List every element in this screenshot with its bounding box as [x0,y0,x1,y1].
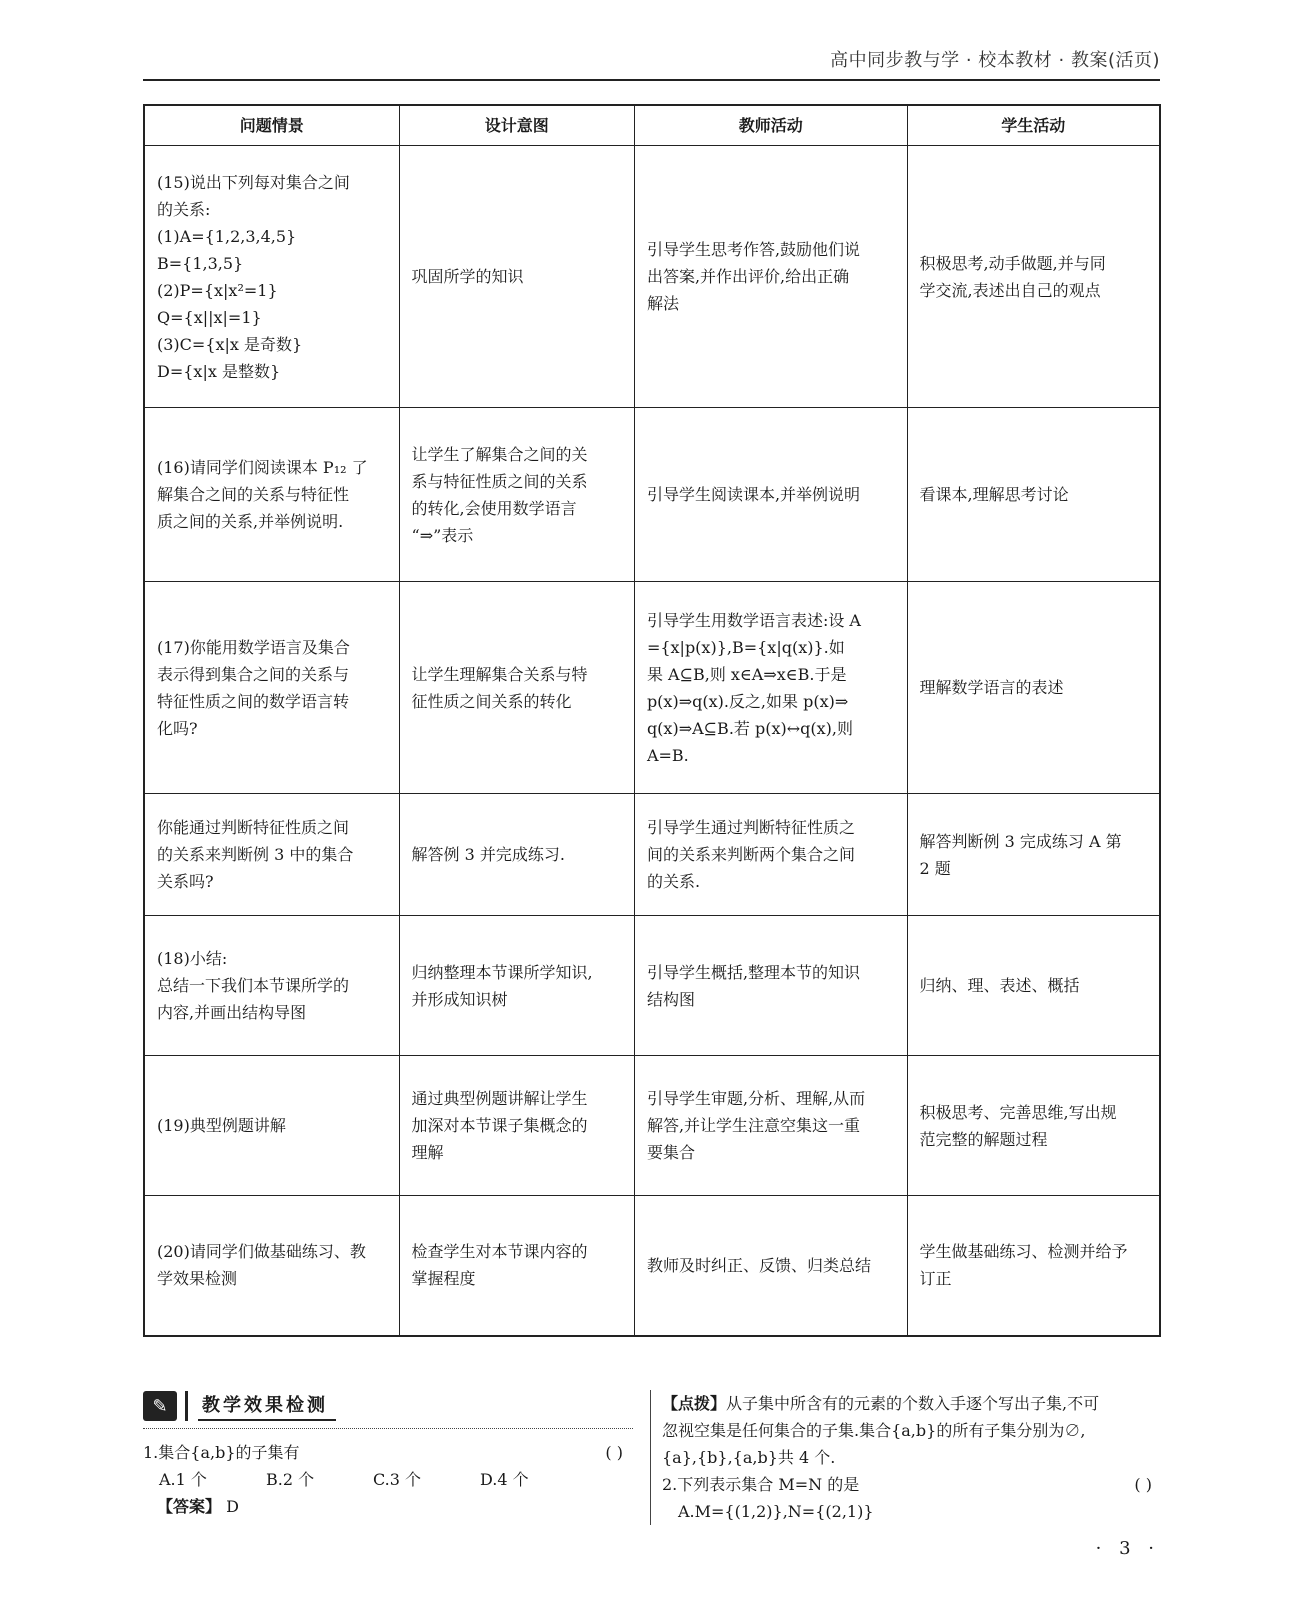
cell-intent [399,408,634,582]
cell-line: “⇒”表示 [411,525,474,545]
cell-line: A=B. [646,745,689,765]
cell-line: 引导学生用数学语言表述:设 A [646,610,861,630]
cell-line: 掌握程度 [411,1269,476,1289]
cell-line: 引导学生思考作答,鼓励他们说 [646,240,861,259]
table-row [144,582,1160,794]
table-row [144,1056,1160,1196]
col-header-student: 学生活动 [907,105,1160,146]
cell-line: 归纳、理、表述、概括 [919,976,1080,995]
cell-line: 解答例 3 并完成练习. [411,845,565,864]
running-header: 高中同步教与学 · 校本教材 · 教案(活页) [830,50,1160,71]
cell-line: 巩固所学的知识 [411,267,524,286]
cell-teacher [634,408,907,582]
cell-line: 引导学生审题,分析、理解,从而 [646,1089,866,1108]
option-a: A.1 个 [159,1470,207,1489]
cell-intent [399,1196,634,1336]
cell-line: 的关系: [157,199,211,219]
cell-line: 引导学生通过判断特征性质之 [646,818,855,837]
cell-student [907,1196,1160,1336]
cell-line: 关系吗? [157,872,214,891]
cell-student [907,146,1160,408]
col-header-scene: 问题情景 [144,105,399,146]
table-body [144,146,1160,1336]
cell-line: 你能通过判断特征性质之间 [157,818,350,837]
cell-scene [144,1056,399,1196]
cell-line: 通过典型例题讲解让学生 [411,1089,588,1108]
cell-line: 理解数学语言的表述 [919,678,1064,697]
cell-line: 间的关系来判断两个集合之间 [646,845,855,864]
hint-line: {a},{b},{a,b}共 4 个. [662,1448,836,1467]
cell-line: 归纳整理本节课所学知识, [411,962,593,982]
question-1 [143,1439,633,1466]
cell-scene [144,408,399,582]
cell-line: 的关系来判断例 3 中的集合 [157,845,354,864]
cell-line: (20)请同学们做基础练习、教 [157,1242,366,1262]
header-rule [143,79,1160,81]
hint-line: 从子集中所含有的元素的个数入手逐个写出子集,不可 [726,1394,1100,1413]
cell-line: (1)A={1,2,3,4,5} [157,226,297,246]
cell-scene [144,582,399,794]
table-row [144,916,1160,1056]
cell-line: ={x|p(x)},B={x|q(x)}.如 [646,637,845,657]
col-header-intent: 设计意图 [399,105,634,146]
cell-line: 积极思考、完善思维,写出规 [919,1102,1117,1122]
cell-line: 要集合 [646,1143,695,1162]
cell-line: 学效果检测 [157,1269,238,1289]
cell-line: 教师及时纠正、反馈、归类总结 [646,1255,871,1275]
question-1-options [143,1466,633,1493]
cell-line: (3)C={x|x 是奇数} [157,334,303,354]
cell-line: 理解 [411,1143,444,1162]
cell-line: 的转化,会使用数学语言 [411,498,577,518]
answer-paren: ( ) [605,1443,623,1462]
cell-line: 让学生了解集合之间的关 [411,444,588,464]
cell-scene [144,146,399,408]
cell-line: 系与特征性质之间的关系 [411,471,588,491]
cell-intent [399,146,634,408]
cell-line: 化吗? [157,718,198,738]
cell-line: 引导学生阅读课本,并举例说明 [646,485,861,504]
cell-student [907,1056,1160,1196]
option-b: B.2 个 [266,1470,315,1489]
answer-value: D [226,1497,239,1516]
cell-teacher [634,146,907,408]
table-header-row [144,105,1160,146]
hint-label: 【点拨】 [662,1394,727,1413]
question-2-option-a: A.M={(1,2)},N={(2,1)} [678,1502,874,1521]
cell-line: 积极思考,动手做题,并与同 [919,253,1106,273]
col-header-teacher: 教师活动 [634,105,907,146]
section-separator [185,1391,188,1421]
question-2-stem: 2.下列表示集合 M=N 的是 [662,1475,860,1494]
cell-line: 特征性质之间的数学语言转 [157,691,350,711]
cell-line: 学生做基础练习、检测并给予 [919,1242,1128,1262]
cell-student [907,408,1160,582]
cell-student [907,916,1160,1056]
cell-line: 总结一下我们本节课所学的 [157,976,350,995]
cell-teacher [634,582,907,794]
cell-line: (15)说出下列每对集合之间 [157,172,350,192]
cell-line: 2 题 [919,858,951,878]
cell-student [907,582,1160,794]
cell-line: 果 A⊆B,则 x∈A⇒x∈B.于是 [646,664,847,684]
cell-line: p(x)⇒q(x).反之,如果 p(x)⇒ [646,691,849,711]
hint-paragraph [662,1390,1162,1471]
lesson-plan-table [143,104,1161,1337]
page-number: · 3 · [1095,1538,1160,1559]
cell-line: (17)你能用数学语言及集合 [157,637,350,657]
option-c: C.3 个 [373,1470,422,1489]
cell-line: 出答案,并作出评价,给出正确 [646,267,850,286]
question-1-stem: 1.集合{a,b}的子集有 [143,1443,300,1462]
cell-intent [399,582,634,794]
cell-line: q(x)⇒A⊆B.若 p(x)↔q(x),则 [646,718,853,738]
cell-line: 引导学生概括,整理本节的知识 [646,962,861,982]
cell-line: 学交流,表述出自己的观点 [919,280,1101,300]
cell-teacher [634,1196,907,1336]
cell-teacher [634,916,907,1056]
cell-line: B={1,3,5} [157,253,244,273]
cell-line: 解法 [646,294,679,313]
cell-line: 并形成知识树 [411,989,508,1009]
cell-line: 让学生理解集合关系与特 [411,664,588,684]
cell-line: 的关系. [646,872,701,891]
cell-intent [399,794,634,916]
table-row [144,794,1160,916]
cell-intent [399,1056,634,1196]
cell-line: 加深对本节课子集概念的 [411,1116,588,1135]
cell-scene [144,916,399,1056]
cell-line: 表示得到集合之间的关系与 [157,664,350,684]
cell-line: 订正 [919,1269,952,1289]
table-row [144,408,1160,582]
cell-line: 检查学生对本节课内容的 [411,1242,588,1262]
cell-line: (2)P={x|x²=1} [157,280,278,300]
cell-line: (18)小结: [157,949,228,968]
table-row [144,146,1160,408]
cell-scene [144,1196,399,1336]
option-d: D.4 个 [480,1470,529,1489]
cell-line: 内容,并画出结构导图 [157,1003,307,1022]
cell-line: D={x|x 是整数} [157,361,281,381]
section-heading [143,1388,633,1424]
cell-teacher [634,1056,907,1196]
pen-icon: ✎ [143,1391,177,1421]
cell-line: 征性质之间关系的转化 [411,691,572,711]
question-2 [662,1471,1162,1498]
right-column [662,1390,1162,1525]
cell-teacher [634,794,907,916]
cell-line: 质之间的关系,并举例说明. [157,512,344,531]
column-divider [650,1390,651,1525]
cell-intent [399,916,634,1056]
cell-line: (19)典型例题讲解 [157,1116,286,1135]
cell-line: (16)请同学们阅读课本 P₁₂ 了 [157,458,368,477]
cell-line: 范完整的解题过程 [919,1129,1048,1149]
effect-check-section [143,1388,633,1520]
answer-label: 【答案】 [157,1497,222,1516]
cell-line: 解答判断例 3 完成练习 A 第 [919,831,1122,851]
cell-scene [144,794,399,916]
cell-line: 看课本,理解思考讨论 [919,485,1069,504]
cell-line: Q={x||x|=1} [157,307,262,327]
question-1-answer [143,1493,633,1520]
cell-student [907,794,1160,916]
table-row [144,1196,1160,1336]
answer-paren: ( ) [1134,1475,1152,1494]
cell-line: 解集合之间的关系与特征性 [157,485,350,504]
cell-line: 结构图 [646,989,695,1009]
cell-line: 解答,并让学生注意空集这一重 [646,1116,861,1135]
hint-line: 忽视空集是任何集合的子集.集合{a,b}的所有子集分别为∅, [662,1421,1086,1440]
section-title: 教学效果检测 [198,1391,336,1421]
